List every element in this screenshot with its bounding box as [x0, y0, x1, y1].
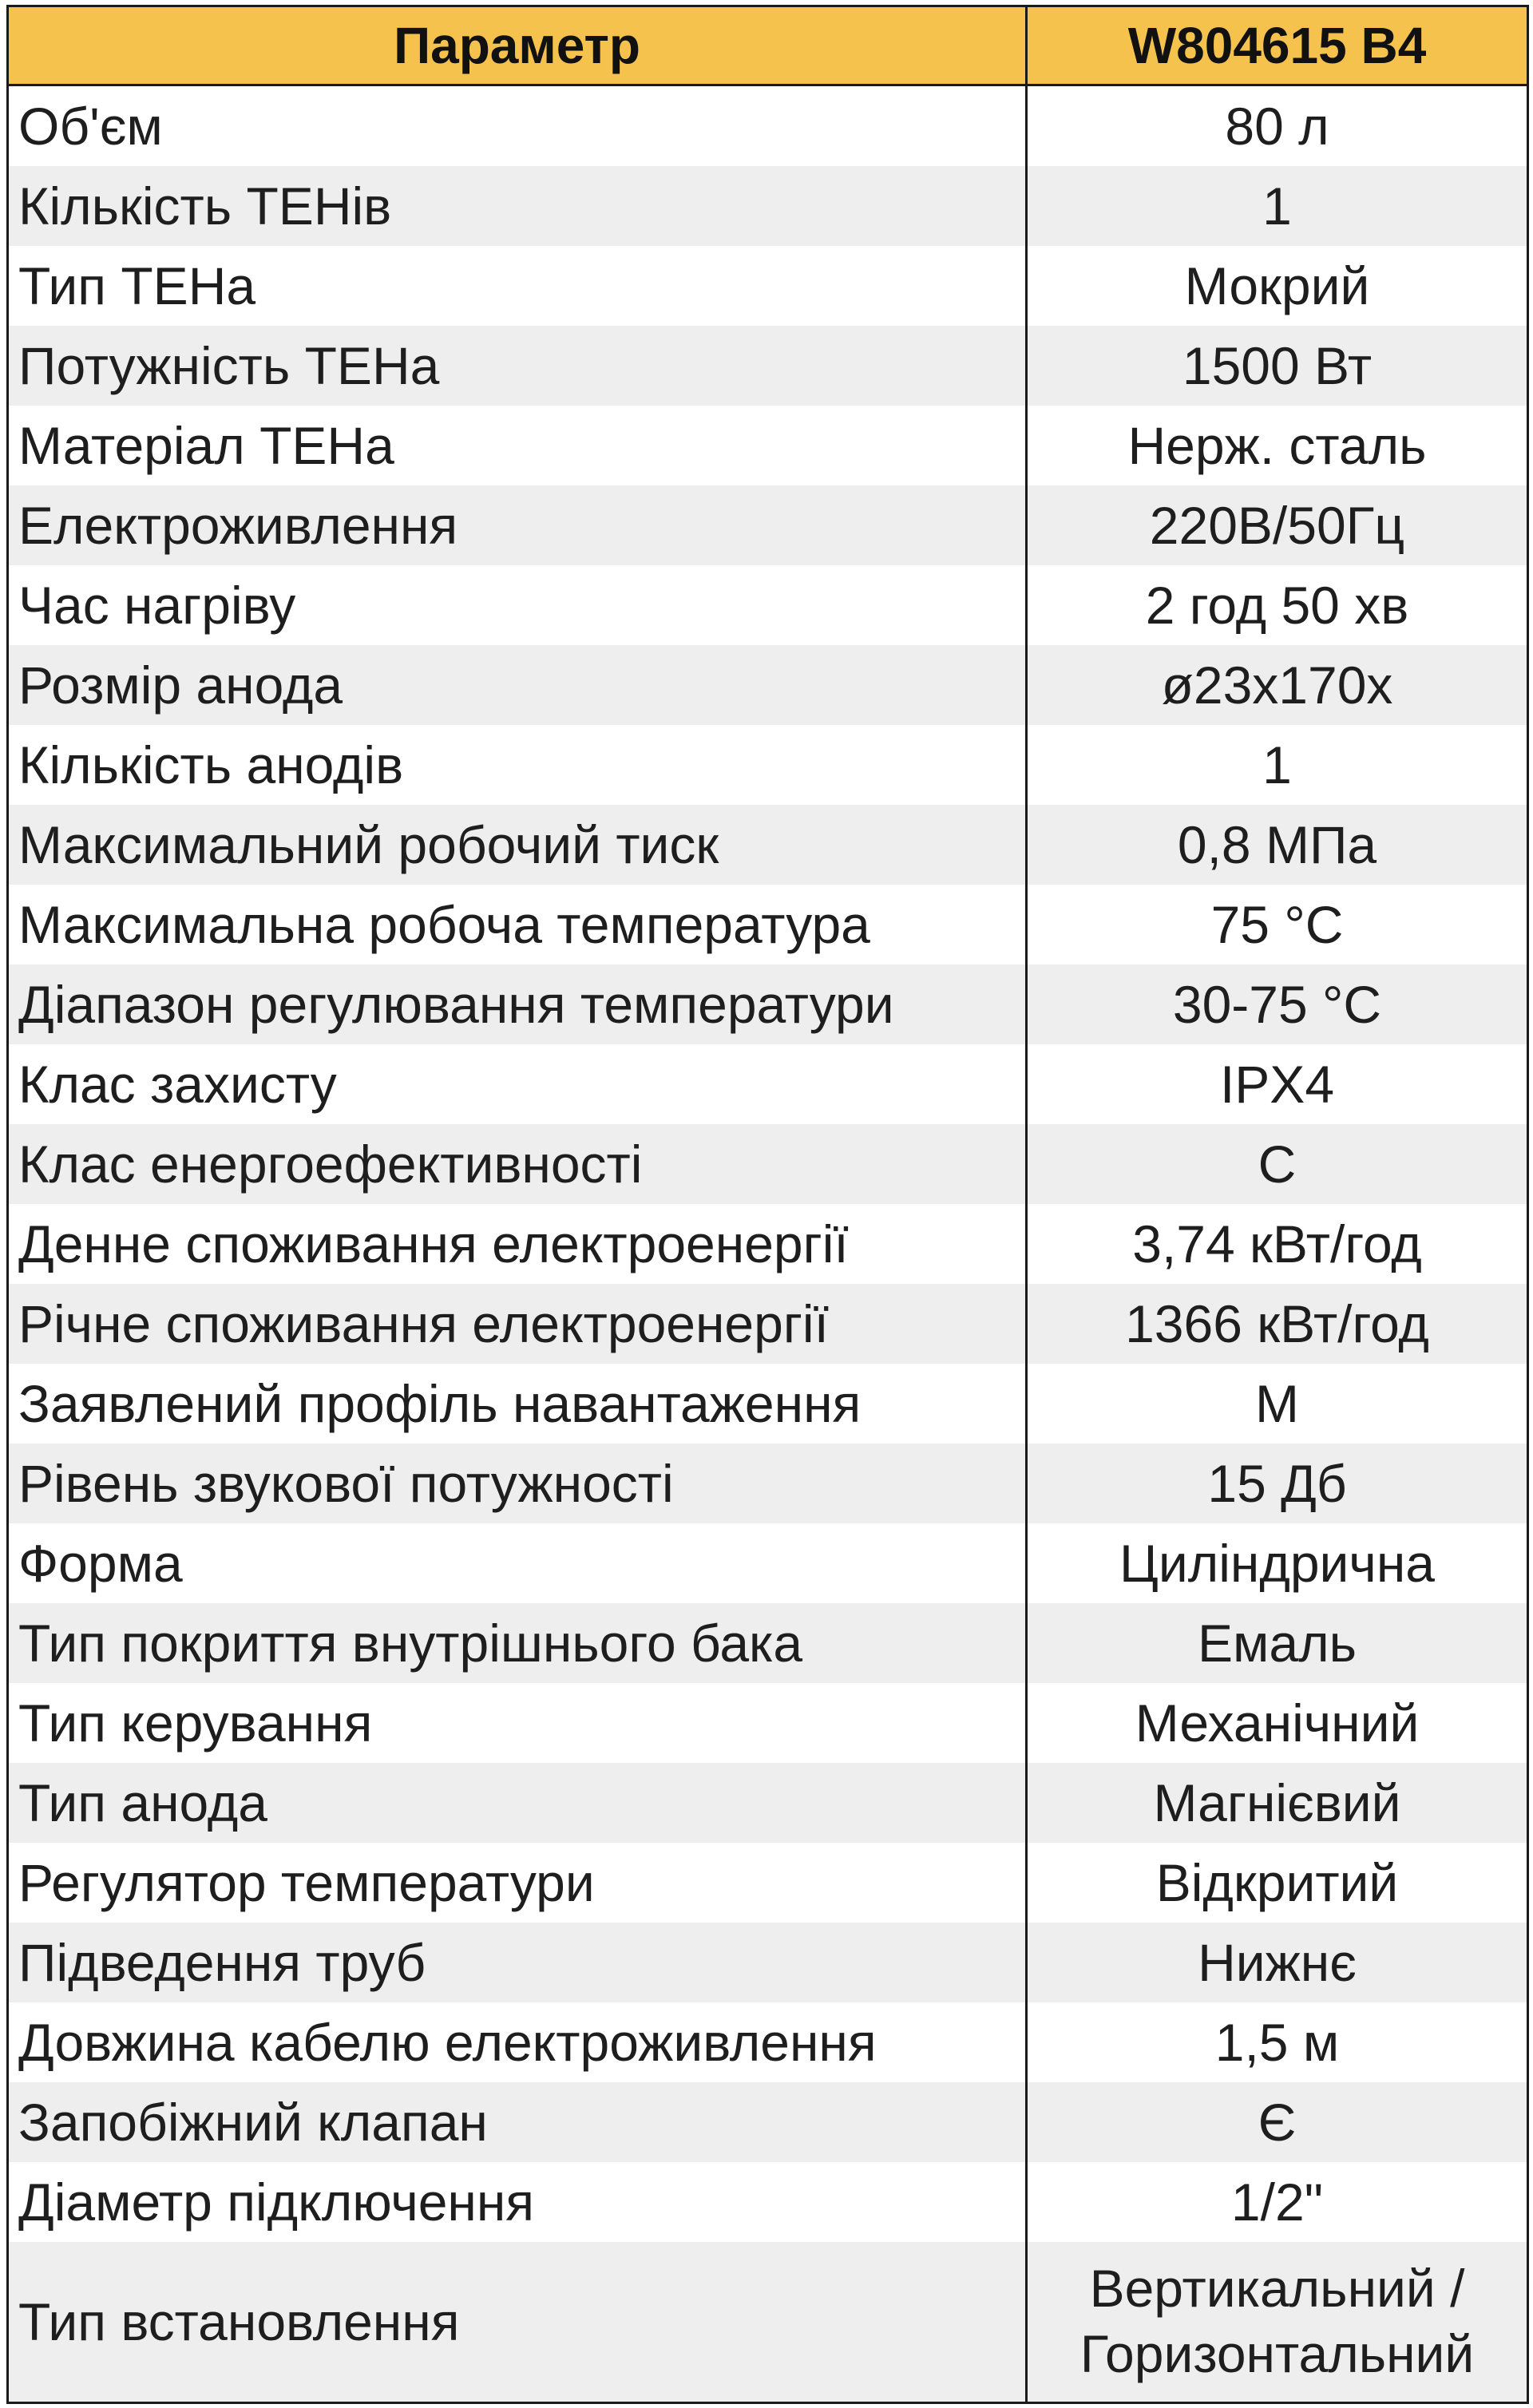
table-row — [8, 2082, 1528, 2162]
parameter-name-cell: Тип анода — [8, 1763, 1027, 1843]
table-row — [8, 2002, 1528, 2082]
parameter-name-cell: Матеріал ТЕНа — [8, 406, 1027, 485]
parameter-value-cell: 3,74 кВт/год — [1027, 1204, 1528, 1284]
parameter-name-cell: Кількість анодів — [8, 725, 1027, 805]
parameter-name-cell: Розмір анода — [8, 645, 1027, 725]
table-row — [8, 326, 1528, 406]
table-row — [8, 1204, 1528, 1284]
parameter-value-cell: Відкритий — [1027, 1843, 1528, 1923]
parameter-name-cell: Запобіжний клапан — [8, 2082, 1027, 2162]
table-row — [8, 1364, 1528, 1444]
parameter-name-cell: Заявлений профіль навантаження — [8, 1364, 1027, 1444]
parameter-name-cell: Потужність ТЕНа — [8, 326, 1027, 406]
table-row — [8, 725, 1528, 805]
parameter-name-cell: Кількість ТЕНів — [8, 166, 1027, 246]
table-row — [8, 565, 1528, 645]
parameter-value-cell: Нерж. сталь — [1027, 406, 1528, 485]
table-row — [8, 166, 1528, 246]
table-row — [8, 2242, 1528, 2403]
parameter-value-cell: Вертикальний / Горизонтальний — [1027, 2242, 1528, 2403]
parameter-name-cell: Діапазон регулювання температури — [8, 964, 1027, 1044]
table-row — [8, 805, 1528, 885]
parameter-value-cell: IPX4 — [1027, 1044, 1528, 1124]
parameter-value-cell: 0,8 МПа — [1027, 805, 1528, 885]
table-body — [8, 85, 1528, 2403]
specifications-table — [6, 5, 1529, 2404]
table-row — [8, 2162, 1528, 2242]
parameter-name-cell: Максимальний робочий тиск — [8, 805, 1027, 885]
parameter-value-cell: 1 — [1027, 725, 1528, 805]
parameter-name-cell: Максимальна робоча температура — [8, 885, 1027, 964]
parameter-value-cell: Нижнє — [1027, 1923, 1528, 2002]
parameter-value-cell: Циліндрична — [1027, 1523, 1528, 1603]
parameter-name-cell: Об'єм — [8, 85, 1027, 167]
table-row — [8, 1444, 1528, 1523]
table-row — [8, 1603, 1528, 1683]
parameter-value-cell: 30-75 °С — [1027, 964, 1528, 1044]
parameter-value-cell: 1,5 м — [1027, 2002, 1528, 2082]
table-row — [8, 246, 1528, 326]
parameter-name-cell: Регулятор температури — [8, 1843, 1027, 1923]
parameter-name-cell: Тип ТЕНа — [8, 246, 1027, 326]
parameter-value-cell: 15 Дб — [1027, 1444, 1528, 1523]
parameter-value-cell: M — [1027, 1364, 1528, 1444]
table-header — [8, 6, 1528, 85]
header-model-column: W804615 B4 — [1027, 6, 1528, 85]
parameter-value-cell: 80 л — [1027, 85, 1528, 167]
table-row — [8, 485, 1528, 565]
table-row — [8, 1523, 1528, 1603]
table-row — [8, 1843, 1528, 1923]
parameter-name-cell: Клас захисту — [8, 1044, 1027, 1124]
parameter-name-cell: Електроживлення — [8, 485, 1027, 565]
parameter-name-cell: Клас енергоефективності — [8, 1124, 1027, 1204]
parameter-name-cell: Час нагріву — [8, 565, 1027, 645]
table-row — [8, 964, 1528, 1044]
parameter-name-cell: Тип покриття внутрішнього бака — [8, 1603, 1027, 1683]
parameter-name-cell: Підведення труб — [8, 1923, 1027, 2002]
parameter-value-cell: Мокрий — [1027, 246, 1528, 326]
parameter-value-cell: C — [1027, 1124, 1528, 1204]
table-row — [8, 1124, 1528, 1204]
parameter-name-cell: Довжина кабелю електроживлення — [8, 2002, 1027, 2082]
parameter-name-cell: Рівень звукової потужності — [8, 1444, 1027, 1523]
parameter-value-cell: Емаль — [1027, 1603, 1528, 1683]
table-row — [8, 885, 1528, 964]
parameter-name-cell: Денне споживання електроенергії — [8, 1204, 1027, 1284]
parameter-value-cell: Магнієвий — [1027, 1763, 1528, 1843]
parameter-name-cell: Тип керування — [8, 1683, 1027, 1763]
parameter-value-cell: ø23x170x — [1027, 645, 1528, 725]
parameter-value-cell: 1/2" — [1027, 2162, 1528, 2242]
header-row — [8, 6, 1528, 85]
table-row — [8, 1683, 1528, 1763]
table-row — [8, 1284, 1528, 1364]
parameter-name-cell: Форма — [8, 1523, 1027, 1603]
parameter-value-cell: 2 год 50 хв — [1027, 565, 1528, 645]
parameter-value-cell: 1366 кВт/год — [1027, 1284, 1528, 1364]
parameter-name-cell: Річне споживання електроенергії — [8, 1284, 1027, 1364]
parameter-value-cell: Механічний — [1027, 1683, 1528, 1763]
parameter-name-cell: Тип встановлення — [8, 2242, 1027, 2403]
table-row — [8, 1763, 1528, 1843]
table-row — [8, 85, 1528, 167]
parameter-value-cell: 1500 Вт — [1027, 326, 1528, 406]
parameter-value-cell: 1 — [1027, 166, 1528, 246]
table-row — [8, 1044, 1528, 1124]
header-parameter-column: Параметр — [8, 6, 1027, 85]
table-row — [8, 645, 1528, 725]
parameter-name-cell: Діаметр підключення — [8, 2162, 1027, 2242]
table-row — [8, 1923, 1528, 2002]
table-row — [8, 406, 1528, 485]
parameter-value-cell: 75 °С — [1027, 885, 1528, 964]
parameter-value-cell: 220В/50Гц — [1027, 485, 1528, 565]
parameter-value-cell: Є — [1027, 2082, 1528, 2162]
